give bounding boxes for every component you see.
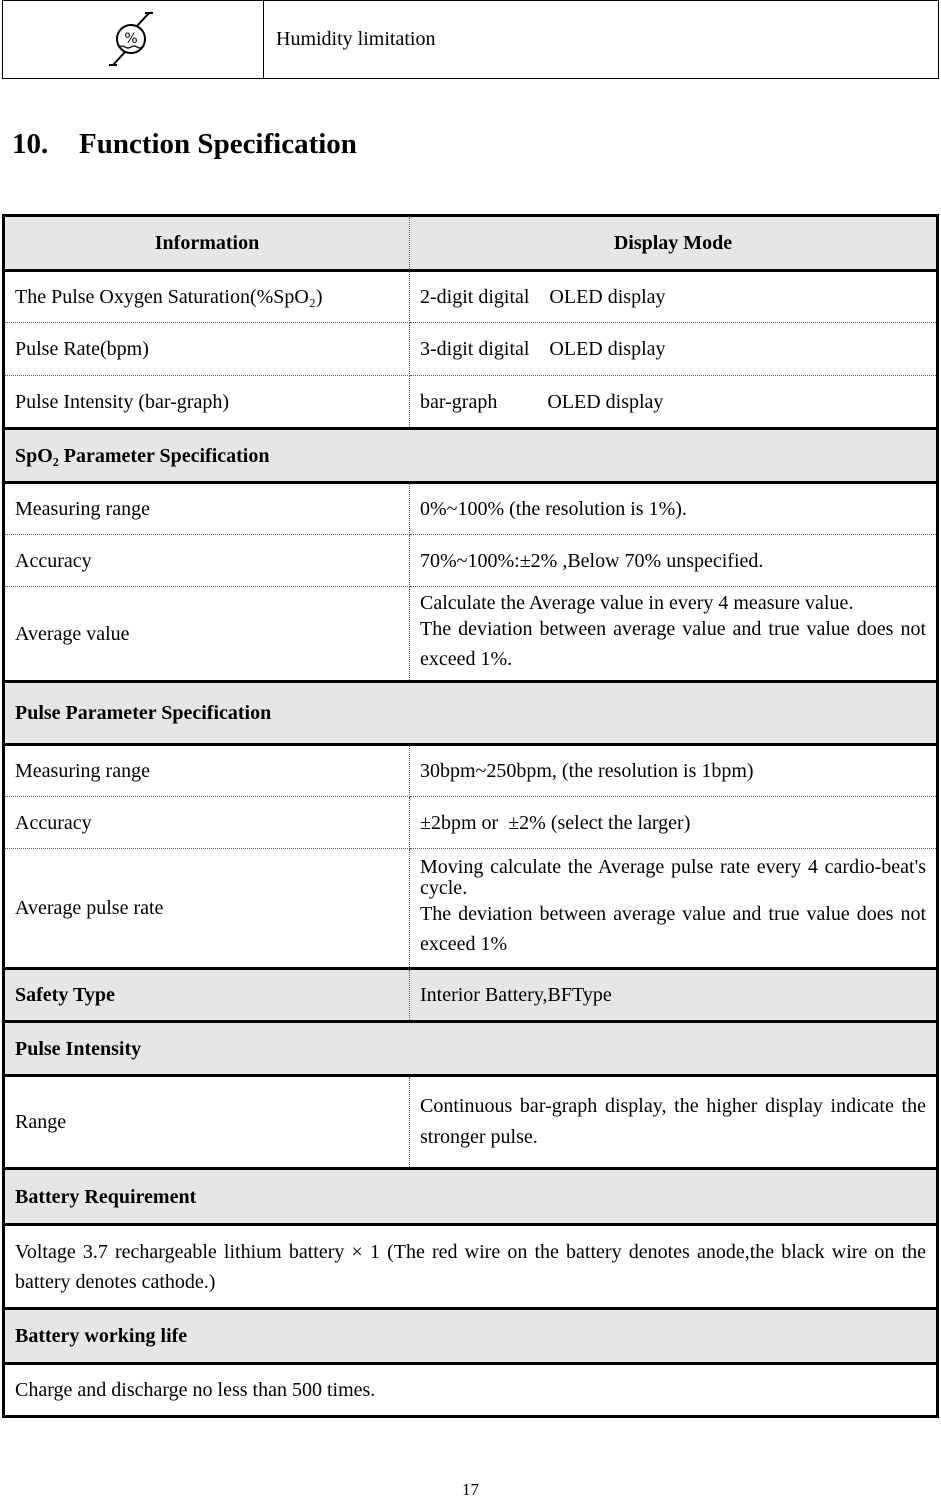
row-value: 70%~100%:±2% ,Below 70% unspecified.: [410, 535, 938, 587]
row-mode: bar-graph OLED display: [410, 376, 938, 429]
battery-section-header: [4, 1169, 938, 1225]
spo2-section-header: [4, 429, 938, 483]
table-row: [4, 797, 938, 849]
table-row: [4, 535, 938, 587]
table-row: [4, 483, 938, 535]
row-value-line: Calculate the Average value in every 4 measure value.: [420, 592, 854, 614]
humidity-label: Humidity limitation: [276, 28, 436, 50]
page-number: 17: [462, 1480, 479, 1499]
table-row: [4, 587, 938, 682]
table-row: [4, 1364, 938, 1417]
row-value: [410, 849, 938, 969]
table-row: [4, 376, 938, 429]
section-number: 10.: [12, 128, 49, 160]
battery-life-text: Charge and discharge no less than 500 times.: [4, 1364, 938, 1417]
row-value-line: Moving calculate the Average pulse rate every 4 cardio-beat's cycle.: [420, 856, 926, 899]
section-title: Pulse Parameter Specification: [4, 682, 938, 745]
row-label: Average pulse rate: [4, 849, 410, 969]
section-heading: [12, 128, 357, 161]
table-row: [4, 271, 938, 323]
pulse-section-header: [4, 682, 938, 745]
row-label: Measuring range: [4, 483, 410, 535]
row-value: Continuous bar-graph display, the higher display indicate the stronger pulse.: [410, 1076, 938, 1169]
section-title: Pulse Intensity: [4, 1022, 938, 1076]
table-row: [4, 1076, 938, 1169]
section-title: Battery Requirement: [4, 1169, 938, 1225]
table-header-row: [4, 216, 938, 271]
row-label: Average value: [4, 587, 410, 682]
row-value-line: The deviation between average value and true value does not exceed 1%.: [420, 618, 926, 670]
row-value: 0%~100% (the resolution is 1%).: [410, 483, 938, 535]
section-title: Function Specification: [79, 128, 357, 160]
row-mode: 2-digit digital OLED display: [410, 271, 938, 323]
section-title: Battery working life: [4, 1309, 938, 1364]
humidity-row: [2, 0, 939, 79]
table-row: [4, 849, 938, 969]
row-value-line: The deviation between average value and true value does not exceed 1%: [420, 903, 926, 955]
row-info: The Pulse Oxygen Saturation(%SpO₂): [4, 271, 410, 323]
row-label: Range: [4, 1076, 410, 1169]
row-info: Pulse Intensity (bar-graph): [4, 376, 410, 429]
intensity-section-header: [4, 1022, 938, 1076]
row-value: 30bpm~250bpm, (the resolution is 1bpm): [410, 745, 938, 797]
row-info: Pulse Rate(bpm): [4, 323, 410, 376]
row-value: ±2bpm or ±2% (select the larger): [410, 797, 938, 849]
safety-label: Safety Type: [4, 969, 410, 1022]
humidity-icon-cell: [3, 1, 264, 78]
row-label: Measuring range: [4, 745, 410, 797]
function-spec-table: [2, 214, 939, 1418]
table-row: [4, 1225, 938, 1309]
table-row: [4, 745, 938, 797]
safety-type-row: [4, 969, 938, 1022]
svg-text:%: %: [124, 30, 138, 47]
row-mode: 3-digit digital OLED display: [410, 323, 938, 376]
row-label: Accuracy: [4, 535, 410, 587]
row-value: [410, 587, 938, 682]
header-information: Information: [4, 216, 410, 271]
battery-text: Voltage 3.7 rechargeable lithium battery × 1 (The red wire on the battery denotes anode,the black wire on the battery denotes cathode.): [4, 1225, 938, 1309]
table-row: [4, 323, 938, 376]
row-label: Accuracy: [4, 797, 410, 849]
header-display-mode: Display Mode: [410, 216, 938, 271]
battery-life-section-header: [4, 1309, 938, 1364]
safety-value: Interior Battery,BFType: [410, 969, 938, 1022]
humidity-limitation-icon: [101, 9, 165, 71]
section-title: SpO₂ Parameter Specification: [4, 429, 938, 483]
